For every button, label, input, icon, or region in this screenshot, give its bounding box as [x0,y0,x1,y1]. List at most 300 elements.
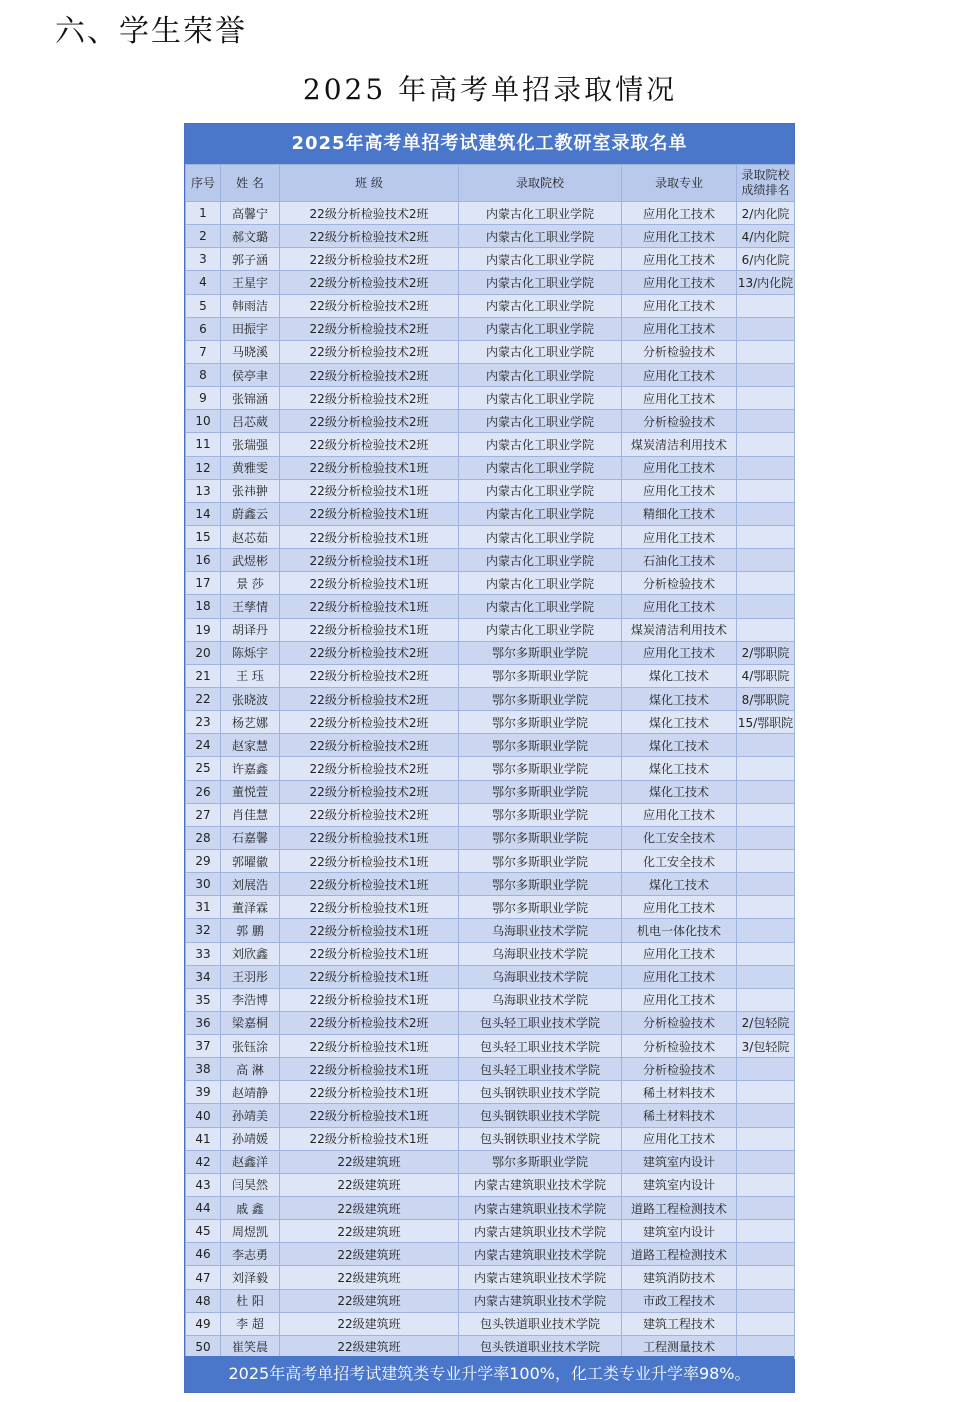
cell-school: 内蒙古化工职业学院 [459,340,622,363]
table-row [186,1243,795,1266]
cell-name: 梁嘉桐 [221,1011,280,1034]
cell-class: 22级分析检验技术2班 [280,711,459,734]
cell-name: 高馨宁 [221,202,280,225]
cell-name: 张锦涵 [221,387,280,410]
cell-school: 鄂尔多斯职业学院 [459,826,622,849]
cell-name: 闫昊然 [221,1173,280,1196]
cell-class: 22级分析检验技术2班 [280,202,459,225]
cell-major: 应用化工技术 [622,225,737,248]
table-row [186,618,795,641]
cell-major: 工程测量技术 [622,1335,737,1358]
cell-rank [737,1197,795,1220]
cell-name: 郭 鹏 [221,919,280,942]
table-footer-note: 2025年高考单招考试建筑类专业升学率100%，化工类专业升学率98%。 [185,1356,794,1392]
cell-school: 包头钢铁职业技术学院 [459,1104,622,1127]
cell-no: 49 [186,1312,221,1335]
cell-school: 乌海职业技术学院 [459,942,622,965]
table-row [186,225,795,248]
section-heading: 六、学生荣誉 [55,14,247,49]
cell-school: 内蒙古化工职业学院 [459,248,622,271]
cell-no: 31 [186,896,221,919]
cell-class: 22级建筑班 [280,1266,459,1289]
cell-no: 40 [186,1104,221,1127]
cell-class: 22级分析检验技术1班 [280,618,459,641]
cell-major: 道路工程检测技术 [622,1243,737,1266]
cell-name: 张祎翀 [221,479,280,502]
cell-rank [737,1266,795,1289]
cell-class: 22级分析检验技术1班 [280,1058,459,1081]
cell-major: 应用化工技术 [622,525,737,548]
cell-no: 27 [186,803,221,826]
cell-class: 22级分析检验技术2班 [280,433,459,456]
cell-major: 应用化工技术 [622,387,737,410]
cell-class: 22级分析检验技术2班 [280,248,459,271]
cell-name: 孙靖美 [221,1104,280,1127]
table-row [186,1058,795,1081]
cell-no: 14 [186,502,221,525]
cell-no: 18 [186,595,221,618]
cell-school: 内蒙古化工职业学院 [459,456,622,479]
cell-no: 36 [186,1011,221,1034]
table-row [186,711,795,734]
table-row [186,202,795,225]
cell-name: 许嘉鑫 [221,757,280,780]
cell-name: 韩雨洁 [221,294,280,317]
cell-rank [737,1173,795,1196]
table-row [186,757,795,780]
cell-school: 内蒙古化工职业学院 [459,595,622,618]
cell-no: 10 [186,410,221,433]
cell-no: 39 [186,1081,221,1104]
table-row [186,317,795,340]
cell-major: 煤化工技术 [622,711,737,734]
cell-name: 王羽彤 [221,965,280,988]
cell-major: 道路工程检测技术 [622,1197,737,1220]
cell-major: 分析检验技术 [622,572,737,595]
cell-class: 22级分析检验技术1班 [280,549,459,572]
header-rank [737,165,795,202]
table-row [186,1127,795,1150]
cell-rank: 6/内化院 [737,248,795,271]
cell-school: 鄂尔多斯职业学院 [459,711,622,734]
cell-class: 22级分析检验技术2班 [280,317,459,340]
header-name: 姓 名 [221,165,280,202]
cell-rank [737,965,795,988]
cell-major: 煤炭清洁利用技术 [622,433,737,456]
cell-major: 应用化工技术 [622,363,737,386]
cell-rank [737,363,795,386]
header-major: 录取专业 [622,165,737,202]
cell-major: 化工安全技术 [622,826,737,849]
cell-name: 刘欣鑫 [221,942,280,965]
cell-school: 内蒙古化工职业学院 [459,525,622,548]
cell-name: 吕芯葳 [221,410,280,433]
cell-name: 刘泽毅 [221,1266,280,1289]
cell-school: 内蒙古化工职业学院 [459,363,622,386]
cell-major: 应用化工技术 [622,456,737,479]
cell-school: 鄂尔多斯职业学院 [459,734,622,757]
cell-class: 22级分析检验技术2班 [280,271,459,294]
cell-class: 22级分析检验技术2班 [280,340,459,363]
table-row [186,1266,795,1289]
cell-no: 17 [186,572,221,595]
cell-name: 李浩博 [221,988,280,1011]
table-row [186,433,795,456]
cell-name: 王孳情 [221,595,280,618]
cell-class: 22级分析检验技术1班 [280,826,459,849]
cell-name: 戚 鑫 [221,1197,280,1220]
admission-table [185,164,795,1359]
cell-class: 22级分析检验技术1班 [280,1081,459,1104]
cell-no: 33 [186,942,221,965]
cell-major: 精细化工技术 [622,502,737,525]
cell-name: 武煜彬 [221,549,280,572]
cell-rank [737,1104,795,1127]
table-row [186,387,795,410]
cell-school: 内蒙古化工职业学院 [459,479,622,502]
cell-rank [737,988,795,1011]
cell-class: 22级分析检验技术2班 [280,664,459,687]
cell-no: 21 [186,664,221,687]
table-row [186,572,795,595]
cell-rank [737,1289,795,1312]
cell-name: 石嘉馨 [221,826,280,849]
cell-class: 22级建筑班 [280,1243,459,1266]
table-header-row [186,165,795,202]
cell-class: 22级分析检验技术1班 [280,595,459,618]
cell-major: 应用化工技术 [622,1127,737,1150]
table-row [186,965,795,988]
cell-major: 稀土材料技术 [622,1104,737,1127]
cell-major: 煤炭清洁利用技术 [622,618,737,641]
cell-class: 22级建筑班 [280,1150,459,1173]
cell-name: 王星宇 [221,271,280,294]
cell-major: 煤化工技术 [622,873,737,896]
cell-major: 稀土材料技术 [622,1081,737,1104]
cell-class: 22级分析检验技术2班 [280,363,459,386]
cell-rank [737,618,795,641]
table-row [186,1150,795,1173]
cell-class: 22级分析检验技术2班 [280,1011,459,1034]
cell-no: 25 [186,757,221,780]
table-row [186,919,795,942]
cell-name: 刘展浩 [221,873,280,896]
cell-school: 鄂尔多斯职业学院 [459,687,622,710]
cell-school: 鄂尔多斯职业学院 [459,896,622,919]
cell-no: 5 [186,294,221,317]
cell-rank [737,387,795,410]
cell-no: 22 [186,687,221,710]
cell-major: 市政工程技术 [622,1289,737,1312]
cell-name: 赵靖静 [221,1081,280,1104]
cell-rank [737,1081,795,1104]
cell-name: 陈烁宇 [221,641,280,664]
cell-rank [737,525,795,548]
header-no: 序号 [186,165,221,202]
cell-major: 建筑室内设计 [622,1150,737,1173]
cell-class: 22级分析检验技术1班 [280,873,459,896]
table-row [186,340,795,363]
cell-major: 机电一体化技术 [622,919,737,942]
cell-rank [737,549,795,572]
cell-no: 19 [186,618,221,641]
cell-school: 乌海职业技术学院 [459,919,622,942]
cell-school: 内蒙古化工职业学院 [459,410,622,433]
cell-rank: 2/包轻院 [737,1011,795,1034]
table-row [186,664,795,687]
cell-name: 高 淋 [221,1058,280,1081]
cell-rank [737,1220,795,1243]
cell-school: 内蒙古建筑职业技术学院 [459,1289,622,1312]
table-row [186,1220,795,1243]
cell-school: 包头轻工职业技术学院 [459,1011,622,1034]
cell-no: 45 [186,1220,221,1243]
table-row [186,942,795,965]
table-row [186,1173,795,1196]
cell-name: 马晓溪 [221,340,280,363]
cell-class: 22级分析检验技术2班 [280,780,459,803]
cell-no: 6 [186,317,221,340]
table-row [186,410,795,433]
cell-no: 12 [186,456,221,479]
table-row [186,479,795,502]
cell-no: 37 [186,1035,221,1058]
cell-class: 22级分析检验技术1班 [280,502,459,525]
cell-rank [737,803,795,826]
cell-name: 周煜凯 [221,1220,280,1243]
table-row [186,1011,795,1034]
cell-name: 郭曜徽 [221,849,280,872]
cell-no: 15 [186,525,221,548]
cell-major: 分析检验技术 [622,340,737,363]
cell-no: 30 [186,873,221,896]
cell-major: 煤化工技术 [622,734,737,757]
cell-major: 应用化工技术 [622,942,737,965]
cell-major: 建筑工程技术 [622,1312,737,1335]
cell-major: 应用化工技术 [622,595,737,618]
cell-school: 鄂尔多斯职业学院 [459,873,622,896]
cell-major: 分析检验技术 [622,1058,737,1081]
table-row [186,803,795,826]
cell-no: 47 [186,1266,221,1289]
cell-school: 内蒙古化工职业学院 [459,225,622,248]
cell-school: 内蒙古化工职业学院 [459,294,622,317]
cell-no: 50 [186,1335,221,1358]
cell-school: 鄂尔多斯职业学院 [459,664,622,687]
admission-table-panel [184,123,795,1393]
cell-rank [737,502,795,525]
cell-name: 郭子涵 [221,248,280,271]
table-row [186,988,795,1011]
cell-school: 内蒙古化工职业学院 [459,618,622,641]
table-row [186,456,795,479]
cell-name: 胡译丹 [221,618,280,641]
cell-major: 分析检验技术 [622,410,737,433]
cell-name: 肖佳慧 [221,803,280,826]
cell-class: 22级分析检验技术1班 [280,456,459,479]
cell-no: 24 [186,734,221,757]
cell-school: 包头钢铁职业技术学院 [459,1127,622,1150]
cell-class: 22级分析检验技术1班 [280,1104,459,1127]
cell-class: 22级分析检验技术2班 [280,734,459,757]
cell-rank [737,1127,795,1150]
table-row [186,1081,795,1104]
cell-rank [737,340,795,363]
cell-class: 22级建筑班 [280,1220,459,1243]
cell-class: 22级建筑班 [280,1335,459,1358]
cell-name: 孙靖媛 [221,1127,280,1150]
cell-no: 44 [186,1197,221,1220]
cell-school: 内蒙古建筑职业技术学院 [459,1220,622,1243]
header-rank-line1: 录取院校 [741,168,790,182]
cell-rank: 13/内化院 [737,271,795,294]
cell-school: 鄂尔多斯职业学院 [459,641,622,664]
cell-school: 包头轻工职业技术学院 [459,1035,622,1058]
cell-no: 20 [186,641,221,664]
cell-major: 建筑室内设计 [622,1173,737,1196]
cell-name: 董泽霖 [221,896,280,919]
cell-name: 张瑞强 [221,433,280,456]
cell-name: 董悦萱 [221,780,280,803]
header-school: 录取院校 [459,165,622,202]
table-row [186,525,795,548]
cell-class: 22级建筑班 [280,1197,459,1220]
cell-name: 杜 阳 [221,1289,280,1312]
cell-school: 鄂尔多斯职业学院 [459,849,622,872]
cell-name: 李 超 [221,1312,280,1335]
cell-class: 22级分析检验技术2班 [280,757,459,780]
cell-no: 41 [186,1127,221,1150]
cell-major: 煤化工技术 [622,664,737,687]
cell-name: 郝文璐 [221,225,280,248]
cell-class: 22级分析检验技术2班 [280,803,459,826]
cell-class: 22级分析检验技术2班 [280,687,459,710]
cell-no: 28 [186,826,221,849]
cell-school: 包头铁道职业技术学院 [459,1335,622,1358]
cell-class: 22级分析检验技术1班 [280,479,459,502]
cell-class: 22级分析检验技术1班 [280,525,459,548]
cell-rank: 8/鄂职院 [737,687,795,710]
table-title: 2025年高考单招考试建筑化工教研室录取名单 [185,124,794,164]
cell-no: 3 [186,248,221,271]
cell-class: 22级建筑班 [280,1312,459,1335]
cell-class: 22级分析检验技术2班 [280,410,459,433]
table-row [186,896,795,919]
cell-school: 内蒙古建筑职业技术学院 [459,1266,622,1289]
cell-major: 应用化工技术 [622,479,737,502]
cell-rank [737,1312,795,1335]
table-row [186,1104,795,1127]
cell-no: 8 [186,363,221,386]
cell-no: 1 [186,202,221,225]
cell-class: 22级建筑班 [280,1173,459,1196]
cell-no: 42 [186,1150,221,1173]
table-row [186,271,795,294]
cell-rank [737,734,795,757]
table-row [186,502,795,525]
cell-no: 38 [186,1058,221,1081]
cell-class: 22级分析检验技术1班 [280,1127,459,1150]
table-row [186,826,795,849]
cell-name: 赵家慧 [221,734,280,757]
cell-major: 煤化工技术 [622,687,737,710]
cell-rank [737,456,795,479]
cell-school: 内蒙古化工职业学院 [459,502,622,525]
table-row [186,363,795,386]
table-row [186,1289,795,1312]
cell-no: 29 [186,849,221,872]
table-row [186,1312,795,1335]
cell-major: 应用化工技术 [622,317,737,340]
table-row [186,549,795,572]
cell-school: 内蒙古化工职业学院 [459,433,622,456]
cell-major: 分析检验技术 [622,1035,737,1058]
table-row [186,641,795,664]
cell-name: 杨艺娜 [221,711,280,734]
table-row [186,294,795,317]
cell-rank [737,410,795,433]
cell-name: 赵鑫洋 [221,1150,280,1173]
cell-school: 内蒙古建筑职业技术学院 [459,1197,622,1220]
cell-name: 侯亭聿 [221,363,280,386]
cell-name: 张钰涂 [221,1035,280,1058]
cell-school: 鄂尔多斯职业学院 [459,803,622,826]
cell-name: 王 珏 [221,664,280,687]
table-row [186,595,795,618]
cell-major: 应用化工技术 [622,202,737,225]
cell-rank [737,572,795,595]
cell-name: 田振宇 [221,317,280,340]
cell-rank [737,433,795,456]
cell-rank: 4/内化院 [737,225,795,248]
cell-no: 34 [186,965,221,988]
table-body [186,202,795,1359]
cell-major: 应用化工技术 [622,271,737,294]
cell-class: 22级分析检验技术1班 [280,1035,459,1058]
cell-no: 7 [186,340,221,363]
cell-class: 22级分析检验技术2班 [280,294,459,317]
cell-rank [737,1243,795,1266]
cell-class: 22级分析检验技术1班 [280,896,459,919]
table-row [186,849,795,872]
cell-school: 内蒙古建筑职业技术学院 [459,1243,622,1266]
cell-school: 鄂尔多斯职业学院 [459,1150,622,1173]
table-row [186,1035,795,1058]
cell-class: 22级分析检验技术1班 [280,572,459,595]
cell-name: 赵芯茹 [221,525,280,548]
cell-major: 石油化工技术 [622,549,737,572]
cell-rank [737,317,795,340]
cell-major: 应用化工技术 [622,896,737,919]
cell-rank [737,1150,795,1173]
cell-no: 35 [186,988,221,1011]
cell-class: 22级分析检验技术2班 [280,387,459,410]
cell-major: 煤化工技术 [622,757,737,780]
cell-school: 包头轻工职业技术学院 [459,1058,622,1081]
cell-school: 内蒙古化工职业学院 [459,317,622,340]
table-row [186,1197,795,1220]
cell-class: 22级分析检验技术2班 [280,641,459,664]
cell-no: 48 [186,1289,221,1312]
cell-school: 鄂尔多斯职业学院 [459,757,622,780]
cell-name: 黄雅雯 [221,456,280,479]
cell-school: 内蒙古化工职业学院 [459,549,622,572]
cell-rank: 4/鄂职院 [737,664,795,687]
cell-school: 包头铁道职业技术学院 [459,1312,622,1335]
cell-school: 内蒙古化工职业学院 [459,572,622,595]
cell-major: 应用化工技术 [622,988,737,1011]
cell-school: 内蒙古化工职业学院 [459,271,622,294]
